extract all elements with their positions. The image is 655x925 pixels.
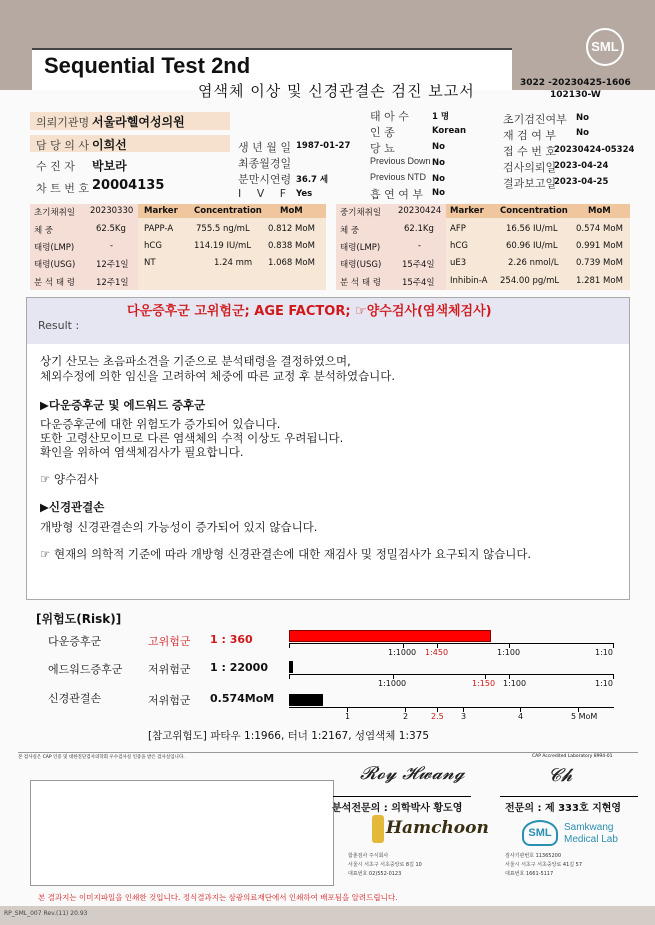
race-value: Korean [432, 126, 467, 136]
result-para2-line1: 다운증후군에 대한 위험도가 증가되어 있습니다. [40, 417, 281, 431]
prev-down-label: Previous Down [370, 156, 431, 166]
birth-label: 생 년 월 일 [238, 141, 291, 154]
expert-label: 전문의 : 제 333호 지현영 [505, 803, 622, 814]
second-weight-label: 체 중 [340, 226, 360, 236]
hamchoon-logo-mark [372, 815, 384, 843]
sml-address: 대표번호 1661-5117 [505, 871, 554, 877]
result-recommend: ☞ 양수검사 [40, 472, 99, 486]
first-weight-value: 62.5Kg [96, 224, 126, 234]
birth-value: 1987-01-27 [296, 141, 351, 151]
risk-title: [위험도(Risk)] [36, 612, 122, 626]
first-marker-mom: 0.838 MoM [268, 241, 315, 251]
request-date-label: 검사의뢰일 [503, 161, 557, 174]
sml-logo: SML [586, 28, 624, 66]
race-label: 인 종 [370, 126, 395, 139]
sml-address: 검사기관번호 11365200 [505, 853, 562, 859]
axis-label-cutoff: 1:150 [472, 679, 496, 688]
smoking-label: 흡 연 여 부 [370, 188, 423, 201]
second-col-mom: MoM [588, 206, 611, 216]
first-col-mom: MoM [280, 206, 303, 216]
first-analysis-label: 분 석 태 령 [34, 278, 75, 288]
second-usg-value: 15주4일 [402, 260, 435, 270]
first-usg-label: 태령(USG) [34, 260, 76, 270]
signature-line [333, 796, 471, 797]
second-marker-conc: 16.56 IU/mL [506, 224, 558, 234]
second-marker-conc: 2.26 nmol/L [508, 258, 559, 268]
axis-label-cutoff: 2.5 [431, 712, 444, 721]
first-marker-conc: 1.24 mm [214, 258, 253, 268]
reception-label: 접 수 번 호 [503, 145, 556, 158]
risk-edwards-level: 저위험군 [148, 663, 191, 676]
examinee-value: 박보라 [92, 159, 127, 173]
risk-ntd-axis [289, 707, 614, 708]
first-marker-name: PAPP-A [144, 224, 174, 234]
result-para1-line2: 체외수정에 의한 임신을 고려하여 체중에 따른 교정 후 분석하였습니다. [40, 369, 396, 383]
doc-no-line1: 3022 -20230425-1606 [520, 78, 631, 88]
first-date-value: 20230330 [90, 206, 134, 216]
second-marker-name: AFP [450, 224, 466, 234]
document-number [520, 77, 631, 101]
first-marker-mom: 0.812 MoM [268, 224, 315, 234]
result-para4: ☞ 현재의 의학적 기준에 따라 개방형 신경관결손에 대한 재검사 및 정밀검사가 요구되지 않습니다. [40, 547, 532, 561]
prev-down-value: No [432, 158, 445, 168]
risk-edwards-value: 1 : 22000 [210, 661, 268, 674]
analyst-signature: 𝓡𝓸𝔂 𝓗𝔀𝓪𝓷𝓰 [360, 763, 465, 784]
doctor-label: 담 당 의 사 [36, 139, 89, 152]
second-marker-mom: 0.991 MoM [576, 241, 623, 251]
second-col-marker: Marker [450, 206, 484, 216]
examinee-label: 수 진 자 [36, 160, 75, 173]
axis-tick [289, 643, 290, 648]
initial-value: No [576, 113, 589, 123]
risk-ntd-name: 신경관결손 [48, 692, 102, 705]
second-usg-label: 태령(USG) [340, 260, 382, 270]
second-marker-conc: 254.00 pg/mL [500, 276, 560, 286]
hamchoon-address: 함춘검사 주식회사 [348, 853, 389, 859]
axis-label: 1:100 [497, 648, 521, 657]
second-marker-name: uE3 [450, 258, 467, 268]
sml-name-line2: Medical Lab [564, 834, 618, 845]
axis-label: 5 MoM [571, 712, 598, 721]
axis-label: 1:1000 [388, 648, 417, 657]
second-lmp-label: 태령(LMP) [340, 243, 381, 253]
fetus-value: 1 명 [432, 112, 450, 122]
risk-down-axis [289, 643, 614, 644]
ivf-value: Yes [296, 189, 313, 199]
smoking-value: No [432, 188, 445, 198]
first-lmp-label: 태령(LMP) [34, 243, 75, 253]
result-heading-ntd: ▶신경관결손 [40, 500, 105, 514]
risk-edwards-axis [289, 674, 614, 675]
form-code: RP_SML_007 Rev.(11) 20.93 [4, 910, 88, 917]
second-marker-conc: 60.96 IU/mL [506, 241, 558, 251]
result-para2-line2: 또한 고령산모이므로 다른 염색체의 수적 이상도 우려됩니다. [40, 431, 344, 445]
footer-divider [18, 752, 638, 753]
second-marker-name: hCG [450, 241, 468, 251]
result-para2-line3: 확인을 위하여 염색체검사가 필요합니다. [40, 445, 244, 459]
fetus-label: 태 아 수 [370, 110, 409, 123]
first-marker-conc: 114.19 IU/mL [194, 241, 252, 251]
axis-tick [613, 674, 614, 679]
first-marker-name: hCG [144, 241, 162, 251]
first-date-label: 초기채취일 [34, 208, 76, 218]
first-col-marker: Marker [144, 206, 178, 216]
hamchoon-address: 대표번호 02)552-0123 [348, 871, 402, 877]
hamchoon-logo: Hamchoon [386, 818, 489, 838]
prev-ntd-label: Previous NTD [370, 172, 427, 182]
risk-down-bar [289, 630, 491, 642]
axis-label: 2 [403, 712, 409, 721]
institution-value: 서울라헬여성의원 [92, 115, 185, 129]
sml-name-line1: Samkwang [564, 822, 614, 833]
report-subtitle: 염색체 이상 및 신경관결손 검진 보고서 [198, 82, 475, 100]
retest-label: 재 검 여 부 [503, 129, 556, 142]
doctor-value: 이희선 [92, 138, 127, 152]
lmp-label: 최종월경일 [238, 157, 292, 170]
retest-value: No [576, 128, 589, 138]
prev-ntd-value: No [432, 174, 445, 184]
report-date-label: 결과보고일 [503, 177, 557, 190]
second-lmp-value: - [418, 241, 422, 251]
institution-label: 의뢰기관명 [36, 116, 90, 129]
first-lmp-value: - [110, 241, 114, 251]
risk-ntd-value: 0.574MoM [210, 692, 275, 705]
result-summary: 다운증후군 고위험군; AGE FACTOR; ☞양수검사(염색체검사) [127, 304, 492, 319]
bottom-band [0, 906, 655, 925]
axis-label: 1:1000 [378, 679, 407, 688]
accreditation-note: 본 검사실은 CAP 인증 및 대한진단검사의학회 우수검사실 인증을 받은 검사실입니다. [18, 755, 185, 760]
first-marker-mom: 1.068 MoM [268, 258, 315, 268]
axis-label-cutoff: 1:450 [425, 648, 449, 657]
axis-label: 3 [461, 712, 467, 721]
request-date-value: 2023-04-24 [554, 161, 609, 171]
axis-label: 1 [345, 712, 351, 721]
second-analysis-label: 분 석 태 령 [340, 278, 381, 288]
expert-signature: 𝓒𝓱 [548, 765, 573, 786]
sml-address: 서울시 서초구 서초중앙로 41길 57 [505, 862, 583, 868]
second-marker-name: Inhibin-A [450, 276, 488, 286]
ivf-label: I V F [238, 187, 293, 200]
risk-edwards-name: 에드워드증후군 [48, 663, 123, 676]
result-label: Result : [38, 319, 80, 332]
chart-no-label: 차 트 번 호 [36, 182, 89, 195]
second-weight-value: 62.1Kg [404, 224, 434, 234]
doc-no-line2: 102130-W [549, 90, 601, 100]
cap-number: CAP Accredited Laboratory 8994-01 [532, 754, 613, 759]
reception-value: 20230424-05324 [554, 145, 635, 155]
second-marker-mom: 0.739 MoM [576, 258, 623, 268]
axis-tick [289, 674, 290, 679]
stamp-box [30, 780, 334, 886]
result-para3: 개방형 신경관결손의 가능성이 증가되어 있지 않습니다. [40, 520, 318, 534]
first-marker-name: NT [144, 258, 156, 268]
risk-ntd-bar [289, 694, 323, 706]
print-notice: 본 결과지는 이미지파일을 인쇄한 것입니다. 정식결과지는 삼광의료재단에서 인쇄하여 배포됨을 알려드립니다. [38, 893, 398, 902]
second-analysis-value: 15주4일 [402, 278, 435, 288]
first-usg-value: 12주1일 [96, 260, 129, 270]
chart-no-value: 20004135 [92, 178, 165, 193]
delivery-age-label: 분만시연령 [238, 173, 292, 186]
diabetes-label: 당 뇨 [370, 142, 395, 155]
second-marker-mom: 0.574 MoM [576, 224, 623, 234]
first-col-conc: Concentration [194, 206, 262, 216]
first-marker-conc: 755.5 ng/mL [196, 224, 250, 234]
hamchoon-address: 서울시 서초구 서초중앙로 8길 10 [348, 862, 422, 868]
second-col-conc: Concentration [500, 206, 568, 216]
axis-label: 1:100 [503, 679, 527, 688]
report-date-value: 2023-04-25 [554, 177, 609, 187]
initial-label: 초기검진여부 [503, 113, 567, 126]
reference-risk: [참고위험도] 파타우 1:1966, 터너 1:2167, 성염색체 1:375 [148, 730, 430, 742]
analyst-label: 분석전문의 : 의학박사 황도영 [332, 803, 463, 814]
risk-down-value: 1 : 360 [210, 633, 253, 646]
first-weight-label: 체 중 [34, 226, 54, 236]
axis-label: 4 [518, 712, 524, 721]
diabetes-value: No [432, 142, 445, 152]
result-heading-down: ▶다운증후군 및 에드워드 증후군 [40, 398, 206, 412]
axis-label: 1:10 [595, 648, 613, 657]
second-marker-mom: 1.281 MoM [576, 276, 623, 286]
delivery-age-value: 36.7 세 [296, 175, 329, 185]
report-title: Sequential Test 2nd [44, 53, 251, 78]
signature-line [500, 796, 638, 797]
risk-ntd-level: 저위험군 [148, 694, 191, 707]
risk-edwards-bar [289, 661, 293, 673]
second-date-value: 20230424 [398, 206, 442, 216]
axis-tick [613, 643, 614, 648]
axis-label: 1:10 [595, 679, 613, 688]
risk-down-level: 고위험군 [148, 635, 191, 648]
risk-down-name: 다운증후군 [48, 635, 102, 648]
result-para1-line1: 상기 산모는 초음파소견을 기준으로 분석태령을 결정하였으며, [40, 354, 351, 368]
first-analysis-value: 12주1일 [96, 278, 129, 288]
second-date-label: 중기채취일 [340, 208, 382, 218]
sml-footer-logo: SML [522, 820, 558, 846]
